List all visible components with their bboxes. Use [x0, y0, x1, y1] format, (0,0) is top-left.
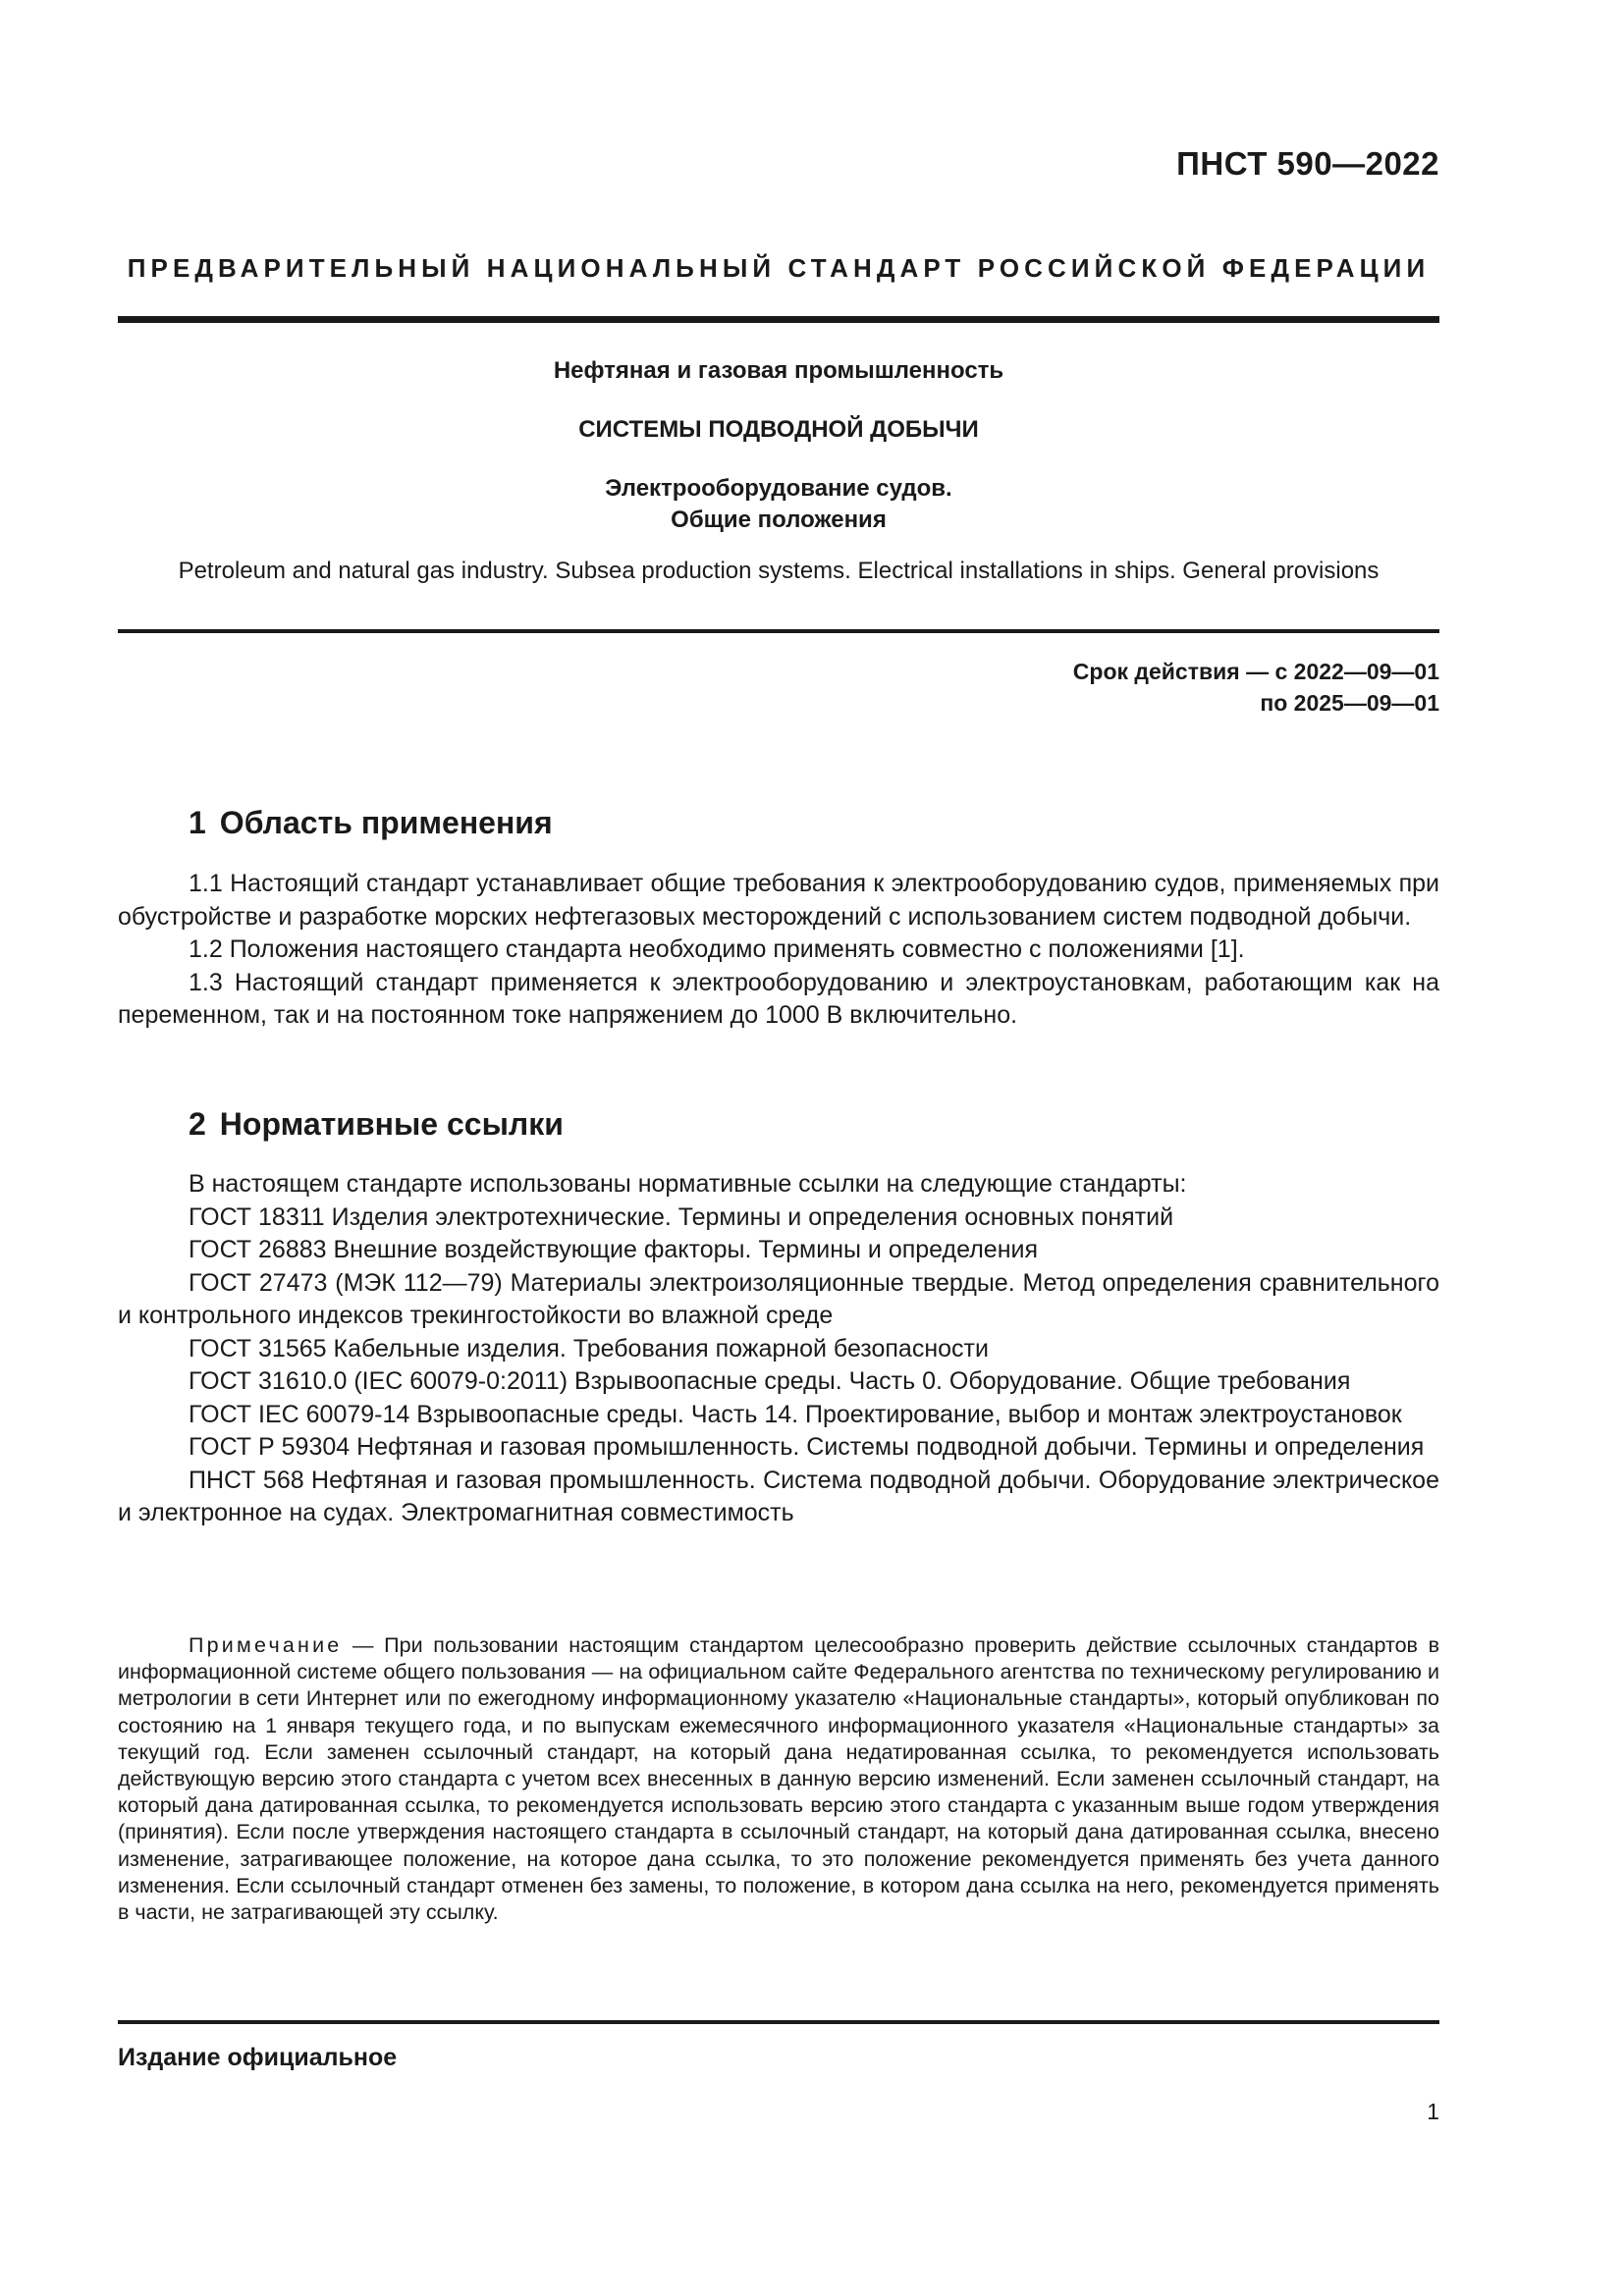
- official-edition-label: Издание официальное: [118, 2044, 398, 2071]
- note-label: Примечание: [189, 1633, 343, 1657]
- reference-item: ГОСТ 18311 Изделия электротехнические. Термины и определения основных понятий: [189, 1202, 1174, 1231]
- section-2-number: 2: [189, 1106, 206, 1142]
- paragraph-1-3: 1.3 Настоящий стандарт применяется к электрооборудованию и электроустановкам, работающим как на переменном, так и на постоянном токе напряжением до 1000 В включительно.: [118, 968, 1439, 1029]
- paragraph-1-1: 1.1 Настоящий стандарт устанавливает общие требования к электрооборудованию судов, применяемых при обустройстве и разработке морских нефтегазовых месторождений с использованием систем подводной добычи.: [118, 870, 1439, 931]
- section-1-number: 1: [189, 805, 206, 840]
- reference-item: ГОСТ 31610.0 (IEC 60079-0:2011) Взрывоопасные среды. Часть 0. Оборудование. Общие требования: [189, 1367, 1351, 1395]
- section-2-heading: [189, 1106, 564, 1143]
- note-text: — При пользовании настоящим стандартом целесообразно проверить действие ссылочных стандартов в информационной системе общего пользования — на официальном сайте Федерального агентства по техническому регулированию и метрологии в сети Интернет или по ежегодному информационному указателю «Национальные стандарты», который опубликован по состоянию на 1 января текущего года, и по выпускам ежемесячного информационного указателя «Национальные стандарты» за текущий год. Если заменен ссылочный стандарт, на который дана недатированная ссылка, то рекомендуется использовать действующую версию этого стандарта с учетом всех внесенных в данную версию изменений. Если заменен ссылочный стандарт, на который дана датированная ссылка, то рекомендуется использовать версию этого стандарта с указанным выше годом утверждения (принятия). Если после утверждения настоящего стандарта в ссылочный стандарт, на который дана датированная ссылка, внесено изменение, затрагивающее положение, на которое дана ссылка, то это положение рекомендуется применять без учета данного изменения. Если ссылочный стандарт отменен без замены, то положение, в котором дана ссылка на него, рекомендуется применять в части, не затрагивающей эту ссылку.: [118, 1633, 1439, 1925]
- validity-to: по 2025—09—01: [1260, 690, 1439, 716]
- standard-type-heading: ПРЕДВАРИТЕЛЬНЫЙ НАЦИОНАЛЬНЫЙ СТАНДАРТ РОССИЙСКОЙ ФЕДЕРАЦИИ: [127, 253, 1431, 283]
- validity-from: Срок действия — с 2022—09—01: [1072, 659, 1439, 684]
- section-1-heading: [189, 805, 553, 841]
- section-1-title: Область применения: [219, 805, 553, 840]
- reference-item: ГОСТ 31565 Кабельные изделия. Требования пожарной безопасности: [189, 1334, 989, 1362]
- references-intro: В настоящем стандарте использованы нормативные ссылки на следующие стандарты:: [189, 1170, 1187, 1198]
- title-subject-line2: Общие положения: [671, 507, 887, 533]
- section-2-body: [118, 1168, 1439, 1530]
- validity-period: [1073, 656, 1439, 719]
- footer-divider: [118, 2020, 1439, 2024]
- title-english: Petroleum and natural gas industry. Subsea production systems. Electrical installations in ships. General provisions: [178, 558, 1380, 584]
- title-divider: [118, 629, 1439, 633]
- header-divider: [118, 316, 1439, 323]
- section-1-body: [118, 868, 1439, 1033]
- reference-item: ГОСТ IEC 60079-14 Взрывоопасные среды. Часть 14. Проектирование, выбор и монтаж электроустановок: [189, 1400, 1402, 1428]
- reference-item: ГОСТ Р 59304 Нефтяная и газовая промышленность. Системы подводной добычи. Термины и определения: [189, 1433, 1425, 1461]
- title-industry: Нефтяная и газовая промышленность: [553, 357, 1004, 384]
- reference-item: ГОСТ 26883 Внешние воздействующие факторы. Термины и определения: [189, 1236, 1039, 1263]
- section-2-title: Нормативные ссылки: [219, 1106, 564, 1142]
- title-subject-line1: Электрооборудование судов.: [605, 475, 952, 502]
- reference-item: ПНСТ 568 Нефтяная и газовая промышленность. Система подводной добычи. Оборудование электрическое и электронное на судах. Электромагнитная совместимость: [118, 1466, 1439, 1526]
- standard-number: ПНСТ 590—2022: [1176, 145, 1439, 182]
- page-number: 1: [1427, 2099, 1439, 2124]
- title-system: СИСТЕМЫ ПОДВОДНОЙ ДОБЫЧИ: [578, 416, 979, 443]
- paragraph-1-2: 1.2 Положения настоящего стандарта необходимо применять совместно с положениями [1].: [189, 935, 1245, 963]
- references-note: [118, 1632, 1439, 1926]
- reference-item: ГОСТ 27473 (МЭК 112—79) Материалы электроизоляционные твердые. Метод определения сравнительного и контрольного индексов трекингостойкости во влажной среде: [118, 1268, 1439, 1329]
